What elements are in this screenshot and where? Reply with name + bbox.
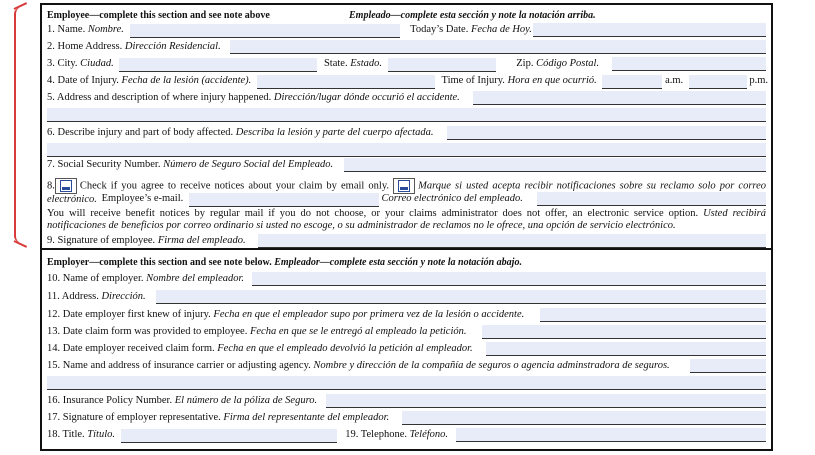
employee-email-field[interactable]	[189, 193, 379, 207]
q9-row	[47, 233, 766, 249]
q17-label: 17. Signature of employer representative. Firma del representante del empleador.	[47, 412, 390, 423]
telephone-field[interactable]	[456, 428, 766, 442]
q12-row	[47, 307, 766, 323]
q14-row	[47, 341, 766, 357]
q16-label: 16. Insurance Policy Number. El número de la póliza de Seguro.	[47, 395, 318, 406]
q5-label: 5. Address and description of where injury happened. Dirección/lugar dónde occurió el accidente.	[47, 92, 460, 103]
q14-label: 14. Date employer received claim form. Fecha en que el empleado devolvió la petición al empleador.	[47, 343, 473, 354]
q19-label: 19. Telephone. Teléfono.	[345, 429, 449, 440]
date-of-injury-label: 4. Date of Injury. Fecha de la lesión (accidente).	[47, 75, 252, 86]
date-form-received-field[interactable]	[486, 342, 766, 356]
employee-section	[40, 3, 773, 250]
q2-label: 2. Home Address. Dirección Residencial.	[47, 41, 221, 52]
q8-number: 8.	[47, 180, 55, 192]
zip-label: Zip. Código Postal.	[516, 58, 600, 69]
time-pm-field[interactable]	[689, 75, 747, 89]
q15-row	[47, 358, 766, 374]
q5-row	[47, 90, 766, 106]
q8-text-en: Check if you agree to receive notices about your claim by email only.	[79, 180, 390, 192]
employer-section	[40, 250, 773, 451]
time-of-injury-label: Time of Injury. Hora en que ocurrió.	[441, 75, 597, 86]
title-field[interactable]	[121, 429, 337, 443]
employer-section-header	[47, 255, 766, 271]
email-row	[47, 191, 766, 207]
injury-description-field[interactable]	[447, 126, 766, 140]
employee-header-es: Empleado—complete esta sección y note la notación arriba.	[349, 10, 596, 21]
employee-signature-field[interactable]	[258, 234, 766, 248]
q13-row	[47, 324, 766, 340]
employee-name-field[interactable]	[130, 24, 400, 38]
q2-row	[47, 39, 766, 55]
q3-row	[47, 56, 766, 72]
home-address-field[interactable]	[230, 40, 766, 54]
q18-label: 18. Title. Título.	[47, 429, 115, 440]
employee-email-label: Employee’s e-mail.	[101, 193, 184, 204]
state-label: State. Estado.	[323, 58, 382, 69]
employee-email-field-es[interactable]	[537, 192, 766, 206]
injury-location-field[interactable]	[473, 91, 766, 105]
city-field[interactable]	[119, 58, 317, 72]
notice-text-es: Usted recibirá notificaciones de beneficios por correo ordinario si usted no escoge, o su administrador de reclamos no le ofrece, una opción de servicio electrónico.	[47, 208, 767, 231]
q4-row	[47, 73, 769, 89]
date-of-injury-field[interactable]	[257, 75, 435, 89]
injury-location-field-line2[interactable]	[47, 108, 766, 122]
todays-date-label: Today’s Date. Fecha de Hoy.	[410, 24, 532, 35]
am-label: a.m.	[665, 75, 684, 86]
ssn-field[interactable]	[344, 158, 766, 172]
q6-label: 6. Describe injury and part of body affected. Describa la lesión y parte del cuerpo afectada.	[47, 127, 434, 138]
employee-header-en: Employee—complete this section and see note above	[47, 10, 270, 21]
q9-label: 9. Signature of employee. Firma del empleado.	[47, 235, 246, 246]
employer-header-en: Employer—complete this section and see note below.	[47, 257, 272, 268]
insurance-carrier-field[interactable]	[690, 359, 766, 373]
time-am-field[interactable]	[602, 75, 662, 89]
q7-row	[47, 157, 766, 173]
q12-label: 12. Date employer first knew of injury. Fecha en que el empleador supo por primera vez de la lesión o accidente.	[47, 309, 525, 320]
q11-row	[47, 289, 766, 305]
date-employer-knew-field[interactable]	[540, 308, 766, 322]
q15-label: 15. Name and address of insurance carrier or adjusting agency. Nombre y dirección de la compañía de seguros o agencia adminstradora de seguros.	[47, 360, 670, 371]
employer-header-es: Empleador—complete esta sección y note la notación abajo.	[274, 257, 522, 268]
policy-number-field[interactable]	[326, 394, 766, 408]
injury-description-field-line2[interactable]	[47, 143, 766, 157]
notice-text-en: You will receive benefit notices by regular mail if you do not choose, or your claims administrator does not offer, an electronic service option.	[47, 208, 699, 219]
q7-label: 7. Social Security Number. Número de Seguro Social del Empleado.	[47, 159, 334, 170]
employee-email-label-es: Correo electrónico del empleado.	[381, 193, 523, 204]
pm-label: p.m.	[749, 75, 769, 86]
notice-paragraph	[47, 208, 766, 232]
state-field[interactable]	[388, 58, 496, 72]
todays-date-field[interactable]	[533, 23, 766, 37]
q10-row	[47, 271, 766, 287]
q11-label: 11. Address. Dirección.	[47, 291, 146, 302]
date-form-provided-field[interactable]	[482, 325, 766, 339]
q8-text-es: Marque si usted acepta recibir notificaciones sobre su reclamo solo por correo electrónico.	[47, 180, 767, 206]
employer-address-field[interactable]	[156, 290, 766, 304]
employer-signature-field[interactable]	[402, 411, 766, 425]
employer-name-field[interactable]	[252, 272, 766, 286]
insurance-carrier-field-line2[interactable]	[47, 376, 766, 390]
q1-row	[47, 22, 766, 38]
q13-label: 13. Date claim form was provided to employee. Fecha en que se le entregó al empleado la petición.	[47, 326, 467, 337]
q1-label: 1. Name. Nombre.	[47, 24, 124, 35]
q17-row	[47, 410, 766, 426]
q6-row	[47, 125, 766, 141]
city-label: 3. City. Ciudad.	[47, 58, 114, 69]
q18-19-row	[47, 427, 766, 443]
q10-label: 10. Name of employer. Nombre del empleador.	[47, 273, 245, 284]
q16-row	[47, 393, 766, 409]
annotation-bracket	[14, 8, 32, 242]
zip-field[interactable]	[612, 57, 766, 71]
